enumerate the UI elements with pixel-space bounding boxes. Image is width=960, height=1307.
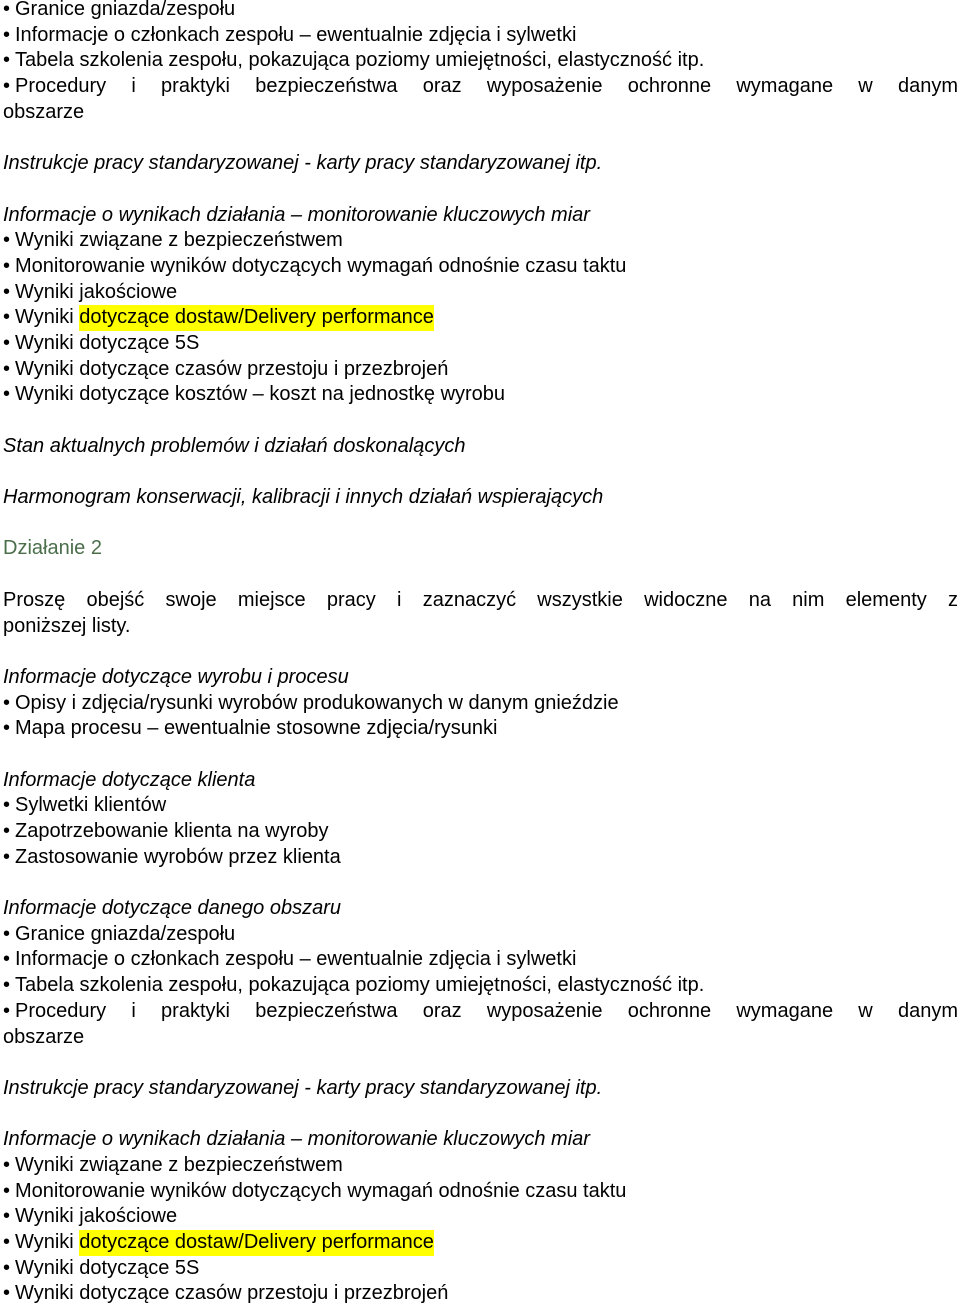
list-item [3,280,958,306]
bullet-icon: • [3,229,11,252]
list-item-text: Wyniki dotyczące 5S [15,331,200,354]
bullet-icon: • [3,794,11,817]
bullet-icon: • [3,1205,11,1228]
section-heading-instructions: Instrukcje pracy standaryzowanej - karty pracy standaryzowanej itp. [3,152,603,175]
action-instruction-continuation: poniższej listy. [3,614,131,637]
bullet-icon: • [3,922,11,945]
spacer [3,125,958,151]
section-heading-area: Informacje dotyczące danego obszaru [3,897,341,920]
list-item-text: Monitorowanie wyników dotyczących wymagań odnośnie czasu taktu [15,254,627,277]
list-item-text: Wyniki jakościowe [15,280,178,303]
list-item-text: Mapa procesu – ewentualnie stosowne zdjęcia/rysunki [15,717,498,740]
list-item-text: Procedury i praktyki bezpieczeństwa oraz wyposażenie ochronne wymagane w danym [15,75,958,98]
action-instruction: Proszę obejść swoje miejsce pracy i zaznaczyć wszystkie widoczne na nim elementy z [3,588,958,611]
bullet-icon: • [3,331,11,354]
bullet-icon: • [3,1256,11,1279]
list-item [3,254,958,280]
list-item-text: Granice gniazda/zespołu [15,922,236,945]
list-item [3,1179,958,1205]
spacer [3,639,958,665]
list-item-text: Granice gniazda/zespołu [15,0,236,20]
bullet-icon: • [3,23,11,46]
list-item [3,1256,958,1282]
action-title: Działanie 2 [3,537,102,560]
list-item-text: Wyniki jakościowe [15,1205,178,1228]
highlighted-text: dotyczące dostaw/Delivery performance [79,305,434,331]
section-heading-results: Informacje o wynikach działania – monitorowanie kluczowych miar [3,1128,590,1151]
spacer [3,177,958,203]
list-item-text: Wyniki dotyczące kosztów – koszt na jednostkę wyrobu [15,383,506,406]
list-item [3,0,958,23]
list-item-text: Wyniki związane z bezpieczeństwem [15,1153,343,1176]
list-item [3,691,958,717]
bullet-icon: • [3,1179,11,1202]
list-item [3,23,958,49]
spacer [3,408,958,434]
bullet-icon: • [3,280,11,303]
list-item-text: Wyniki dotyczące czasów przestoju i przezbrojeń [15,1282,449,1305]
spacer [3,511,958,537]
list-item-continuation: obszarze [3,100,85,123]
list-item [3,793,958,819]
highlighted-text: dotyczące dostaw/Delivery performance [79,1230,434,1256]
spacer [3,1050,958,1076]
list-item-text: Tabela szkolenia zespołu, pokazująca poziomy umiejętności, elastyczność itp. [15,49,705,72]
list-item [3,922,958,948]
bullet-icon: • [3,254,11,277]
list-item [3,357,958,383]
spacer [3,459,958,485]
bullet-icon: • [3,0,11,20]
document-page [3,0,958,1307]
list-item [3,1153,958,1179]
section-heading-problems: Stan aktualnych problemów i działań doskonalących [3,434,466,457]
spacer [3,1102,958,1128]
list-item-text: Informacje o członkach zespołu – ewentualnie zdjęcia i sylwetki [15,948,577,971]
list-item-procedures [3,74,958,100]
section-heading-schedule: Harmonogram konserwacji, kalibracji i innych działań wspierających [3,486,604,509]
list-item-text: Tabela szkolenia zespołu, pokazująca poziomy umiejętności, elastyczność itp. [15,974,705,997]
bullet-icon: • [3,691,11,714]
list-item-text: Wyniki [15,306,80,329]
list-item-procedures [3,999,958,1025]
list-item [3,947,958,973]
section-heading-product: Informacje dotyczące wyrobu i procesu [3,665,349,688]
list-item-text: Monitorowanie wyników dotyczących wymagań odnośnie czasu taktu [15,1179,627,1202]
bullet-icon: • [3,1282,11,1305]
section-heading-instructions: Instrukcje pracy standaryzowanej - karty pracy standaryzowanej itp. [3,1076,603,1099]
list-item [3,1281,958,1307]
list-item-text: Procedury i praktyki bezpieczeństwa oraz wyposażenie ochronne wymagane w danym [15,999,958,1022]
list-item-delivery [3,305,958,331]
bullet-icon: • [3,999,11,1022]
list-item-text: Sylwetki klientów [15,794,167,817]
list-item [3,382,958,408]
list-item-text: Zapotrzebowanie klienta na wyroby [15,820,329,842]
bullet-icon: • [3,1153,11,1176]
section-heading-results: Informacje o wynikach działania – monitorowanie kluczowych miar [3,203,590,226]
list-item [3,48,958,74]
list-item-text: Wyniki dotyczące 5S [15,1256,200,1279]
list-item-text: Opisy i zdjęcia/rysunki wyrobów produkowanych w danym gnieździe [15,691,619,714]
list-item-text: Zastosowanie wyrobów przez klienta [15,845,341,868]
spacer [3,562,958,588]
list-item-continuation: obszarze [3,1025,85,1048]
list-item [3,845,958,871]
list-item [3,1204,958,1230]
list-item-text: Wyniki związane z bezpieczeństwem [15,229,343,252]
bullet-icon: • [3,49,11,72]
bullet-icon: • [3,357,11,380]
bullet-icon: • [3,75,11,98]
bullet-icon: • [3,974,11,997]
list-item [3,819,958,845]
list-item [3,331,958,357]
spacer [3,870,958,896]
bullet-icon: • [3,845,11,868]
spacer [3,742,958,768]
list-item [3,973,958,999]
list-item-text: Wyniki [15,1231,80,1253]
list-item-text: Informacje o członkach zespołu – ewentualnie zdjęcia i sylwetki [15,23,577,46]
list-item [3,228,958,254]
bullet-icon: • [3,1231,11,1253]
bullet-icon: • [3,717,11,740]
bullet-icon: • [3,948,11,971]
bullet-icon: • [3,306,11,329]
bullet-icon: • [3,383,11,406]
list-item-text: Wyniki dotyczące czasów przestoju i przezbrojeń [15,357,449,380]
list-item [3,716,958,742]
list-item-delivery [3,1230,958,1256]
section-heading-customer: Informacje dotyczące klienta [3,768,256,791]
bullet-icon: • [3,820,11,842]
